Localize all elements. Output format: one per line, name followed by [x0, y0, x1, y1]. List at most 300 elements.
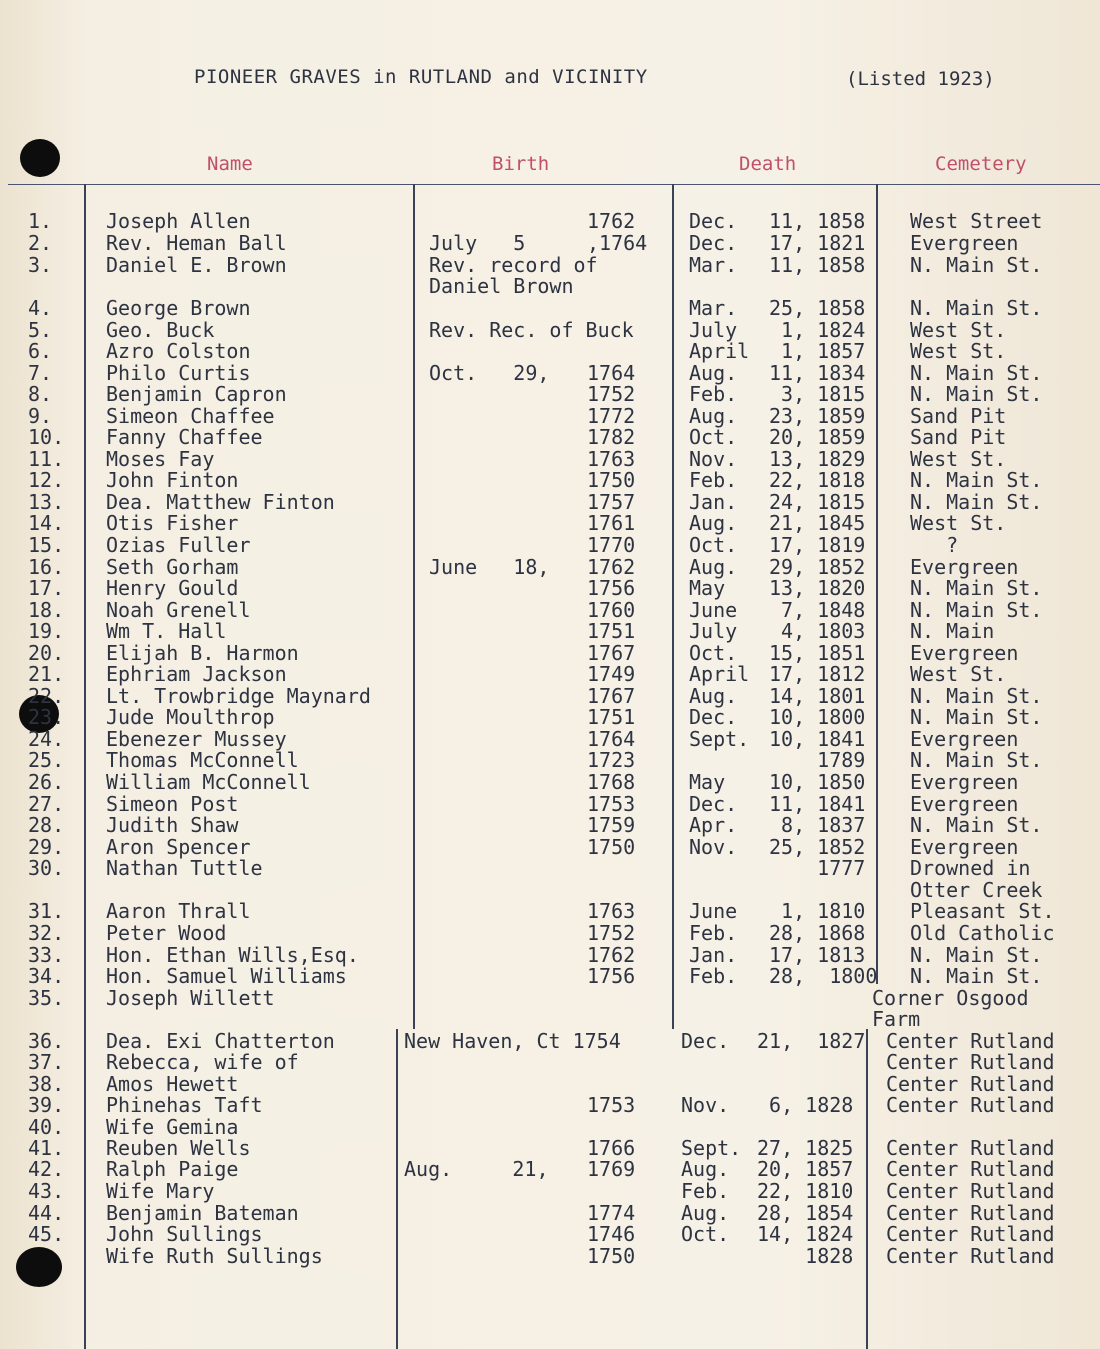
row-number: 9. [28, 404, 53, 428]
column-header-birth: Birth [492, 153, 550, 175]
cemetery-name: N. Main St. [910, 490, 1043, 514]
row-number: 23. [28, 705, 65, 729]
cemetery-name: Otter Creek [910, 878, 1043, 902]
birth-year: 1772 [587, 404, 636, 428]
grave-name: Azro Colston [106, 339, 251, 363]
death-date: 4, 1803 [769, 619, 866, 643]
row-number: 41. [28, 1136, 65, 1160]
table-row [0, 405, 1100, 427]
table-row [0, 1094, 1100, 1116]
cemetery-name: Pleasant St. [910, 899, 1055, 923]
death-date: 17, 1821 [769, 231, 866, 255]
table-row [0, 706, 1100, 728]
death-month: Feb. [689, 382, 738, 406]
table-row [0, 599, 1100, 621]
table-row [0, 620, 1100, 642]
page-title: PIONEER GRAVES in RUTLAND and VICINITY [194, 66, 648, 88]
death-date: 1, 1824 [769, 318, 866, 342]
row-number: 14. [28, 511, 65, 535]
row-number: 21. [28, 662, 65, 686]
death-month: Aug. [681, 1157, 730, 1181]
grave-name: Wife Gemina [106, 1115, 239, 1139]
grave-name: Dea. Matthew Finton [106, 490, 335, 514]
death-date: 20, 1859 [769, 425, 866, 449]
death-date: 23, 1859 [769, 404, 866, 428]
table-row [0, 1116, 1100, 1138]
grave-name: Amos Hewett [106, 1072, 239, 1096]
cemetery-name: Evergreen [910, 641, 1019, 665]
death-month: Dec. [689, 792, 738, 816]
death-date: 1, 1810 [769, 899, 866, 923]
death-month: May [689, 770, 726, 794]
cemetery-name: Sand Pit [910, 425, 1007, 449]
grave-name: Daniel E. Brown [106, 253, 287, 277]
table-row [0, 362, 1100, 384]
grave-name: Wife Ruth Sullings [106, 1244, 323, 1268]
row-number: 45. [28, 1222, 65, 1246]
birth-year: 1762 [587, 555, 636, 579]
grave-name: Seth Gorham [106, 555, 239, 579]
table-row [0, 512, 1100, 534]
table-row [0, 1030, 1100, 1052]
death-month: Aug. [689, 404, 738, 428]
birth-detail: Aug. 21, [404, 1157, 549, 1181]
grave-name: Hon. Ethan Wills,Esq. [106, 943, 359, 967]
death-month: Dec. [689, 231, 738, 255]
grave-name: Jude Moulthrop [106, 705, 275, 729]
table-row [0, 814, 1100, 836]
table-row [0, 448, 1100, 470]
death-month: Oct. [681, 1222, 730, 1246]
birth-year: 1764 [587, 727, 636, 751]
grave-name: Rebecca, wife of [106, 1050, 299, 1074]
birth-year: 1761 [587, 511, 636, 535]
table-row [0, 1158, 1100, 1180]
death-month: Aug. [689, 555, 738, 579]
grave-name: George Brown [106, 296, 251, 320]
grave-name: Geo. Buck [106, 318, 215, 342]
death-month: April [689, 339, 750, 363]
death-date: 24, 1815 [769, 490, 866, 514]
death-month: Oct. [689, 533, 738, 557]
grave-name: Noah Grenell [106, 598, 251, 622]
row-number: 36. [28, 1029, 65, 1053]
death-month: Dec. [689, 209, 738, 233]
cemetery-name: N. Main St. [910, 468, 1043, 492]
table-row [0, 728, 1100, 750]
death-date: 10, 1841 [769, 727, 866, 751]
row-number: 11. [28, 447, 65, 471]
grave-name: Ephriam Jackson [106, 662, 287, 686]
cemetery-name: West St. [910, 318, 1007, 342]
table-row [0, 857, 1100, 879]
table-row [0, 965, 1100, 987]
listed-year: (Listed 1923) [846, 68, 995, 90]
cemetery-name: N. Main St. [910, 382, 1043, 406]
birth-detail: New Haven, Ct 1754 [404, 1029, 621, 1053]
cemetery-name: N. Main St. [910, 964, 1043, 988]
death-date: 25, 1852 [769, 835, 866, 859]
cemetery-name: N. Main St. [910, 705, 1043, 729]
grave-name: Benjamin Bateman [106, 1201, 299, 1225]
death-month: June [689, 598, 738, 622]
row-number: 19. [28, 619, 65, 643]
grave-name: Ralph Paige [106, 1157, 239, 1181]
birth-year: 1749 [587, 662, 636, 686]
table-row [0, 1073, 1100, 1095]
table-row [0, 1137, 1100, 1159]
grave-name: Moses Fay [106, 447, 215, 471]
grave-name: Aron Spencer [106, 835, 251, 859]
grave-name: John Finton [106, 468, 239, 492]
table-row [0, 922, 1100, 944]
death-date: 25, 1858 [769, 296, 866, 320]
row-number: 38. [28, 1072, 65, 1096]
header-rule [8, 184, 1100, 185]
birth-year: 1753 [587, 792, 636, 816]
cemetery-name: ? [910, 533, 959, 557]
cemetery-name: Center Rutland [886, 1050, 1055, 1074]
cemetery-name: West Street [910, 209, 1043, 233]
birth-detail: Rev. record of [429, 253, 598, 277]
table-row [0, 793, 1100, 815]
death-date: 14, 1824 [757, 1222, 854, 1246]
death-date: 28, 1854 [757, 1201, 854, 1225]
birth-year: 1750 [587, 1244, 636, 1268]
cemetery-name: N. Main St. [910, 253, 1043, 277]
grave-name: Aaron Thrall [106, 899, 251, 923]
birth-detail: Rev. Rec. of Buck [429, 318, 634, 342]
death-month: Sept. [681, 1136, 742, 1160]
table-row [0, 534, 1100, 556]
row-number: 16. [28, 555, 65, 579]
death-date: 28, 1800 [769, 964, 878, 988]
grave-name: Fanny Chaffee [106, 425, 263, 449]
birth-year: 1763 [587, 899, 636, 923]
grave-name: Dea. Exi Chatterton [106, 1029, 335, 1053]
death-date: 11, 1834 [769, 361, 866, 385]
table-row [0, 210, 1100, 232]
grave-name: Otis Fisher [106, 511, 239, 535]
birth-year: 1762 [587, 943, 636, 967]
grave-name: Philo Curtis [106, 361, 251, 385]
birth-year: 1750 [587, 835, 636, 859]
row-number: 10. [28, 425, 65, 449]
table-row [0, 319, 1100, 341]
row-number: 34. [28, 964, 65, 988]
grave-name: Wm T. Hall [106, 619, 227, 643]
death-month: Aug. [689, 361, 738, 385]
table-row [0, 1202, 1100, 1224]
row-number: 1. [28, 209, 53, 233]
grave-name: Joseph Willett [106, 986, 275, 1010]
death-month: Oct. [689, 641, 738, 665]
birth-year: 1763 [587, 447, 636, 471]
cemetery-name: Old Catholic [910, 921, 1055, 945]
grave-name: John Sullings [106, 1222, 263, 1246]
row-number: 3. [28, 253, 53, 277]
death-date: 20, 1857 [757, 1157, 854, 1181]
death-date: 22, 1818 [769, 468, 866, 492]
death-date: 10, 1850 [769, 770, 866, 794]
grave-name: Ozias Fuller [106, 533, 251, 557]
death-month: Feb. [689, 921, 738, 945]
death-date: 28, 1868 [769, 921, 866, 945]
table-row [0, 491, 1100, 513]
death-month: Jan. [689, 490, 738, 514]
grave-name: William McConnell [106, 770, 311, 794]
death-date: 3, 1815 [769, 382, 866, 406]
table-row [0, 340, 1100, 362]
birth-year: 1746 [587, 1222, 636, 1246]
column-header-death: Death [739, 153, 797, 175]
grave-name: Lt. Trowbridge Maynard [106, 684, 371, 708]
row-number: 27. [28, 792, 65, 816]
death-date: 17, 1812 [769, 662, 866, 686]
cemetery-name: Evergreen [910, 555, 1019, 579]
cemetery-name: Center Rutland [886, 1244, 1055, 1268]
row-number: 31. [28, 899, 65, 923]
table-row [0, 1008, 1100, 1030]
birth-year: 1757 [587, 490, 636, 514]
row-number: 32. [28, 921, 65, 945]
cemetery-name: Farm [872, 1007, 921, 1031]
death-month: June [689, 899, 738, 923]
table-row [0, 232, 1100, 254]
grave-name: Reuben Wells [106, 1136, 251, 1160]
birth-year: 1764 [587, 361, 636, 385]
row-number: 15. [28, 533, 65, 557]
row-number: 2. [28, 231, 53, 255]
death-month: May [689, 576, 726, 600]
death-date: 1789 [769, 748, 866, 772]
table-row [0, 900, 1100, 922]
cemetery-name: Evergreen [910, 727, 1019, 751]
birth-year: 1751 [587, 619, 636, 643]
grave-name: Peter Wood [106, 921, 227, 945]
death-date: 1828 [757, 1244, 854, 1268]
cemetery-name: N. Main [910, 619, 995, 643]
death-month: Feb. [689, 468, 738, 492]
row-number: 17. [28, 576, 65, 600]
grave-name: Henry Gould [106, 576, 239, 600]
birth-detail: Daniel Brown [429, 274, 574, 298]
death-month: July [689, 318, 738, 342]
row-number: 4. [28, 296, 53, 320]
grave-name: Joseph Allen [106, 209, 251, 233]
death-month: Feb. [681, 1179, 730, 1203]
cemetery-name: Sand Pit [910, 404, 1007, 428]
cemetery-name: Corner Osgood [872, 986, 1029, 1010]
table-row [0, 275, 1100, 297]
death-month: Aug. [689, 684, 738, 708]
row-number: 28. [28, 813, 65, 837]
table-row [0, 944, 1100, 966]
cemetery-name: N. Main St. [910, 684, 1043, 708]
death-date: 15, 1851 [769, 641, 866, 665]
cemetery-name: Center Rutland [886, 1029, 1055, 1053]
table-row [0, 1051, 1100, 1073]
birth-year: 1769 [587, 1157, 636, 1181]
death-month: Dec. [689, 705, 738, 729]
death-month: Mar. [689, 253, 738, 277]
table-row [0, 642, 1100, 664]
row-number: 13. [28, 490, 65, 514]
table-row [0, 663, 1100, 685]
table-row [0, 836, 1100, 858]
death-month: Nov. [689, 447, 738, 471]
table-row [0, 297, 1100, 319]
birth-detail: June 18, [429, 555, 550, 579]
table-row [0, 987, 1100, 1009]
death-month: Oct. [689, 425, 738, 449]
cemetery-name: West St. [910, 662, 1007, 686]
cemetery-name: Center Rutland [886, 1179, 1055, 1203]
death-date: 14, 1801 [769, 684, 866, 708]
death-month: Nov. [689, 835, 738, 859]
death-month: April [689, 662, 750, 686]
death-month: Jan. [689, 943, 738, 967]
birth-year: ,1764 [587, 231, 648, 255]
row-number: 25. [28, 748, 65, 772]
grave-name: Thomas McConnell [106, 748, 299, 772]
row-number: 5. [28, 318, 53, 342]
row-number: 40. [28, 1115, 65, 1139]
birth-year: 1753 [587, 1093, 636, 1117]
death-date: 13, 1820 [769, 576, 866, 600]
row-number: 39. [28, 1093, 65, 1117]
table-row [0, 426, 1100, 448]
death-date: 11, 1858 [769, 253, 866, 277]
death-date: 6, 1828 [757, 1093, 854, 1117]
death-date: 8, 1837 [769, 813, 866, 837]
cemetery-name: N. Main St. [910, 361, 1043, 385]
cemetery-name: N. Main St. [910, 943, 1043, 967]
grave-name: Elijah B. Harmon [106, 641, 299, 665]
cemetery-name: N. Main St. [910, 296, 1043, 320]
birth-year: 1762 [587, 209, 636, 233]
cemetery-name: Drowned in [910, 856, 1031, 880]
grave-name: Benjamin Capron [106, 382, 287, 406]
table-row [0, 749, 1100, 771]
birth-year: 1756 [587, 576, 636, 600]
cemetery-name: N. Main St. [910, 598, 1043, 622]
death-month: Nov. [681, 1093, 730, 1117]
table-row [0, 879, 1100, 901]
cemetery-name: Center Rutland [886, 1201, 1055, 1225]
row-number: 24. [28, 727, 65, 751]
death-date: 17, 1819 [769, 533, 866, 557]
birth-year: 1782 [587, 425, 636, 449]
row-number: 35. [28, 986, 65, 1010]
cemetery-name: Evergreen [910, 231, 1019, 255]
cemetery-name: Evergreen [910, 835, 1019, 859]
table-row [0, 577, 1100, 599]
birth-year: 1752 [587, 382, 636, 406]
birth-year: 1766 [587, 1136, 636, 1160]
cemetery-name: Center Rutland [886, 1072, 1055, 1096]
grave-name: Simeon Chaffee [106, 404, 275, 428]
table-row [0, 1245, 1100, 1267]
cemetery-name: N. Main St. [910, 576, 1043, 600]
table-row [0, 556, 1100, 578]
column-header-cemetery: Cemetery [935, 153, 1027, 175]
cemetery-name: West St. [910, 511, 1007, 535]
row-number: 20. [28, 641, 65, 665]
birth-year: 1723 [587, 748, 636, 772]
birth-detail: Oct. 29, [429, 361, 550, 385]
grave-name: Ebenezer Mussey [106, 727, 287, 751]
grave-name: Nathan Tuttle [106, 856, 263, 880]
grave-name: Rev. Heman Ball [106, 231, 287, 255]
row-number: 22. [28, 684, 65, 708]
cemetery-name: West St. [910, 447, 1007, 471]
death-date: 17, 1813 [769, 943, 866, 967]
death-date: 7, 1848 [769, 598, 866, 622]
row-number: 44. [28, 1201, 65, 1225]
death-date: 10, 1800 [769, 705, 866, 729]
birth-year: 1760 [587, 598, 636, 622]
death-month: Apr. [689, 813, 738, 837]
cemetery-name: Center Rutland [886, 1136, 1055, 1160]
death-date: 22, 1810 [757, 1179, 854, 1203]
death-date: 29, 1852 [769, 555, 866, 579]
row-number: 8. [28, 382, 53, 406]
row-number: 26. [28, 770, 65, 794]
row-number: 29. [28, 835, 65, 859]
cemetery-name: Center Rutland [886, 1157, 1055, 1181]
cemetery-name: Evergreen [910, 770, 1019, 794]
birth-year: 1774 [587, 1201, 636, 1225]
birth-year: 1767 [587, 641, 636, 665]
row-number: 7. [28, 361, 53, 385]
grave-name: Hon. Samuel Williams [106, 964, 347, 988]
death-month: Sept. [689, 727, 750, 751]
birth-year: 1767 [587, 684, 636, 708]
row-number: 12. [28, 468, 65, 492]
birth-year: 1752 [587, 921, 636, 945]
death-date: 11, 1841 [769, 792, 866, 816]
death-date: 27, 1825 [757, 1136, 854, 1160]
grave-name: Judith Shaw [106, 813, 239, 837]
death-month: Feb. [689, 964, 738, 988]
table-row [0, 383, 1100, 405]
death-date: 1777 [769, 856, 866, 880]
death-month: July [689, 619, 738, 643]
birth-year: 1770 [587, 533, 636, 557]
death-date: 13, 1829 [769, 447, 866, 471]
table-row [0, 254, 1100, 276]
death-month: Aug. [689, 511, 738, 535]
table-row [0, 1180, 1100, 1202]
row-number: 33. [28, 943, 65, 967]
column-header-name: Name [207, 153, 253, 175]
birth-year: 1756 [587, 964, 636, 988]
cemetery-name: Center Rutland [886, 1093, 1055, 1117]
birth-year: 1751 [587, 705, 636, 729]
grave-name: Simeon Post [106, 792, 239, 816]
death-date: 21, 1827 [757, 1029, 866, 1053]
grave-name: Wife Mary [106, 1179, 215, 1203]
birth-detail: July 5 [429, 231, 526, 255]
death-date: 11, 1858 [769, 209, 866, 233]
cemetery-name: N. Main St. [910, 748, 1043, 772]
death-month: Aug. [681, 1201, 730, 1225]
cemetery-name: Center Rutland [886, 1222, 1055, 1246]
grave-name: Phinehas Taft [106, 1093, 263, 1117]
table-row [0, 1223, 1100, 1245]
birth-year: 1768 [587, 770, 636, 794]
